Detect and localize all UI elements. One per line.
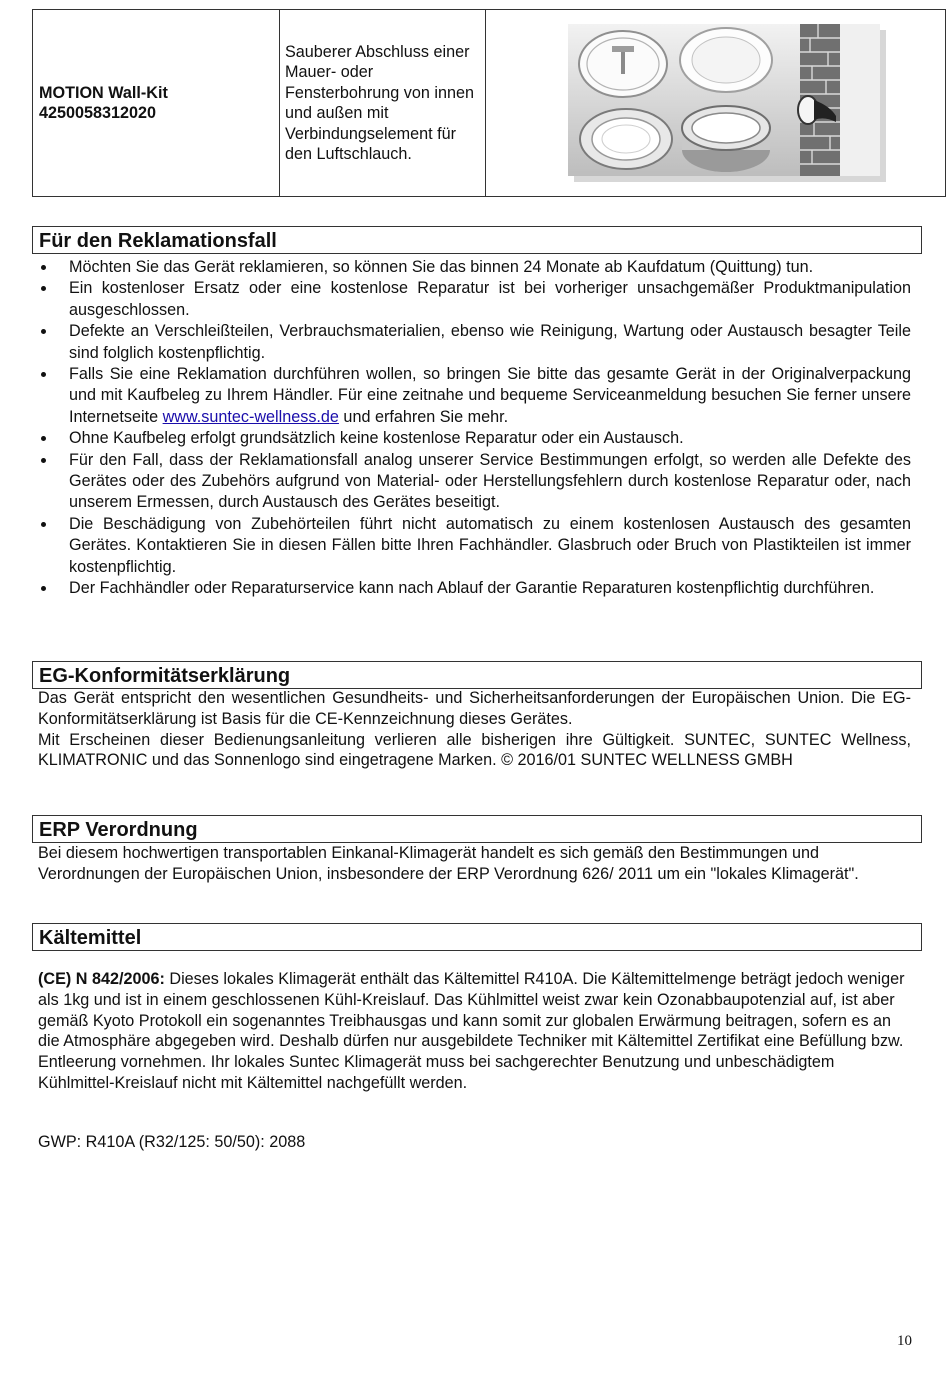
product-description: Sauberer Abschluss einer Mauer- oder Fensterbohrung von innen und außen mit Verbindungselement für den Luftschlauch.: [280, 10, 486, 197]
wall-kit-product-image: [568, 24, 888, 184]
list-item-text-before: Falls Sie eine Reklamation durchführen wollen, so bringen Sie bitte das gesamte Gerät in der Originalverpackung und mit Kaufbeleg zu Ihrem Händler. Für eine zeitnahe und bequeme Serviceanmeldung besuchen Sie ferner unsere Internetseite: [69, 365, 911, 426]
product-image-cell: [486, 10, 946, 197]
refrigerant-regulation: (CE) N 842/2006:: [38, 970, 165, 988]
conformity-text: [38, 688, 911, 771]
section-heading-conformity: EG-Konformitätserklärung: [32, 661, 922, 689]
list-item-text-after: und erfahren Sie mehr.: [338, 407, 509, 426]
list-item: Der Fachhändler oder Reparaturservice kann nach Ablauf der Garantie Reparaturen kostenpflichtig durchführen.: [38, 578, 911, 599]
conformity-text-2: Mit Erscheinen dieser Bedienungsanleitung verlieren alle bisherigen ihre Gültigkeit. SUNTEC, SUNTEC Wellness, KLIMATRONIC und das Sonnenlogo sind eingetragene Marken. © 2016/01 SUNTEC WELLNESS GMBH: [38, 730, 911, 770]
list-item-with-link: [38, 364, 911, 428]
product-code: 4250058312020: [39, 104, 157, 122]
list-item: Defekte an Verschleißteilen, Verbrauchsmaterialien, ebenso wie Reinigung, Wartung oder Austausch besagter Teile sind folglich kostenpflichtig.: [38, 321, 911, 364]
gwp-text: GWP: R410A (R32/125: 50/50): 2088: [38, 1133, 306, 1151]
list-item: Ohne Kaufbeleg erfolgt grundsätzlich keine kostenlose Reparatur oder ein Austausch.: [38, 428, 911, 449]
page-number: 10: [897, 1333, 912, 1349]
refrigerant-description: Dieses lokales Klimagerät enthält das Kältemittel R410A. Die Kältemittelmenge beträgt jedoch weniger als 1kg und ist in einem geschlossenen Kühl-Kreislauf. Das Kühlmittel weist zwar kein Ozonabbaupotenzial auf, ist aber gemäß Kyoto Protokoll ein sogenanntes Treibhausgas und kann somit zur globalen Erwärmung beitragen, sofern es an die Atmosphäre abgegeben wird. Deshalb dürfen nur ausgebildete Techniker mit Kältemittel Zertifikat eine Befüllung bzw. Entleerung vornehmen. Ihr lokales Suntec Klimagerät muss bei sachgerechter Benutzung und unbeschädigtem Kühlmittel-Kreislauf nicht mit Kältemittel nachgefüllt werden.: [38, 970, 905, 1092]
complaint-list: [38, 257, 911, 600]
section-heading-complaint: Für den Reklamationsfall: [32, 226, 922, 254]
section-heading-refrigerant: Kältemittel: [32, 923, 922, 951]
erp-text: Bei diesem hochwertigen transportablen Einkanal-Klimagerät handelt es sich gemäß den Bestimmungen und Verordnungen der Europäischen Union, insbesondere der ERP Verordnung 626/ 2011 um ein "lokales Klimagerät".: [38, 844, 859, 883]
product-table: [32, 9, 946, 197]
list-item: Die Beschädigung von Zubehörteilen führt nicht automatisch zu einem kostenlosen Austausch des gesamten Gerätes. Kontaktieren Sie in diesen Fällen bitte Ihren Fachhändler. Glasbruch oder Bruch von Plastikteilen ist immer kostenpflichtig.: [38, 514, 911, 578]
product-name-cell: [33, 10, 280, 197]
section-heading-erp: ERP Verordnung: [32, 815, 922, 843]
list-item: Für den Fall, dass der Reklamationsfall analog unserer Service Bestimmungen erfolgt, so werden alle Defekte des Gerätes oder des Zubehörs aufgrund von Material- oder Herstellungsfehlern durch kostenlose Reparatur oder, nach unserem Ermessen, durch Austausch des Gerätes beseitigt.: [38, 450, 911, 514]
conformity-text-1: Das Gerät entspricht den wesentlichen Gesundheits- und Sicherheitsanforderungen der Europäischen Union. Die EG-Konformitätserklärung ist Basis für die CE-Kennzeichnung dieses Gerätes.: [38, 689, 911, 728]
refrigerant-text: [38, 969, 911, 1094]
website-link[interactable]: www.suntec-wellness.de: [162, 407, 339, 426]
list-item: Möchten Sie das Gerät reklamieren, so können Sie das binnen 24 Monate ab Kaufdatum (Quittung) tun.: [38, 257, 911, 278]
list-item: Ein kostenloser Ersatz oder eine kostenlose Reparatur ist bei vorheriger unsachgemäßer Produktmanipulation ausgeschlossen.: [38, 278, 911, 321]
product-name: MOTION Wall-Kit: [39, 84, 168, 102]
